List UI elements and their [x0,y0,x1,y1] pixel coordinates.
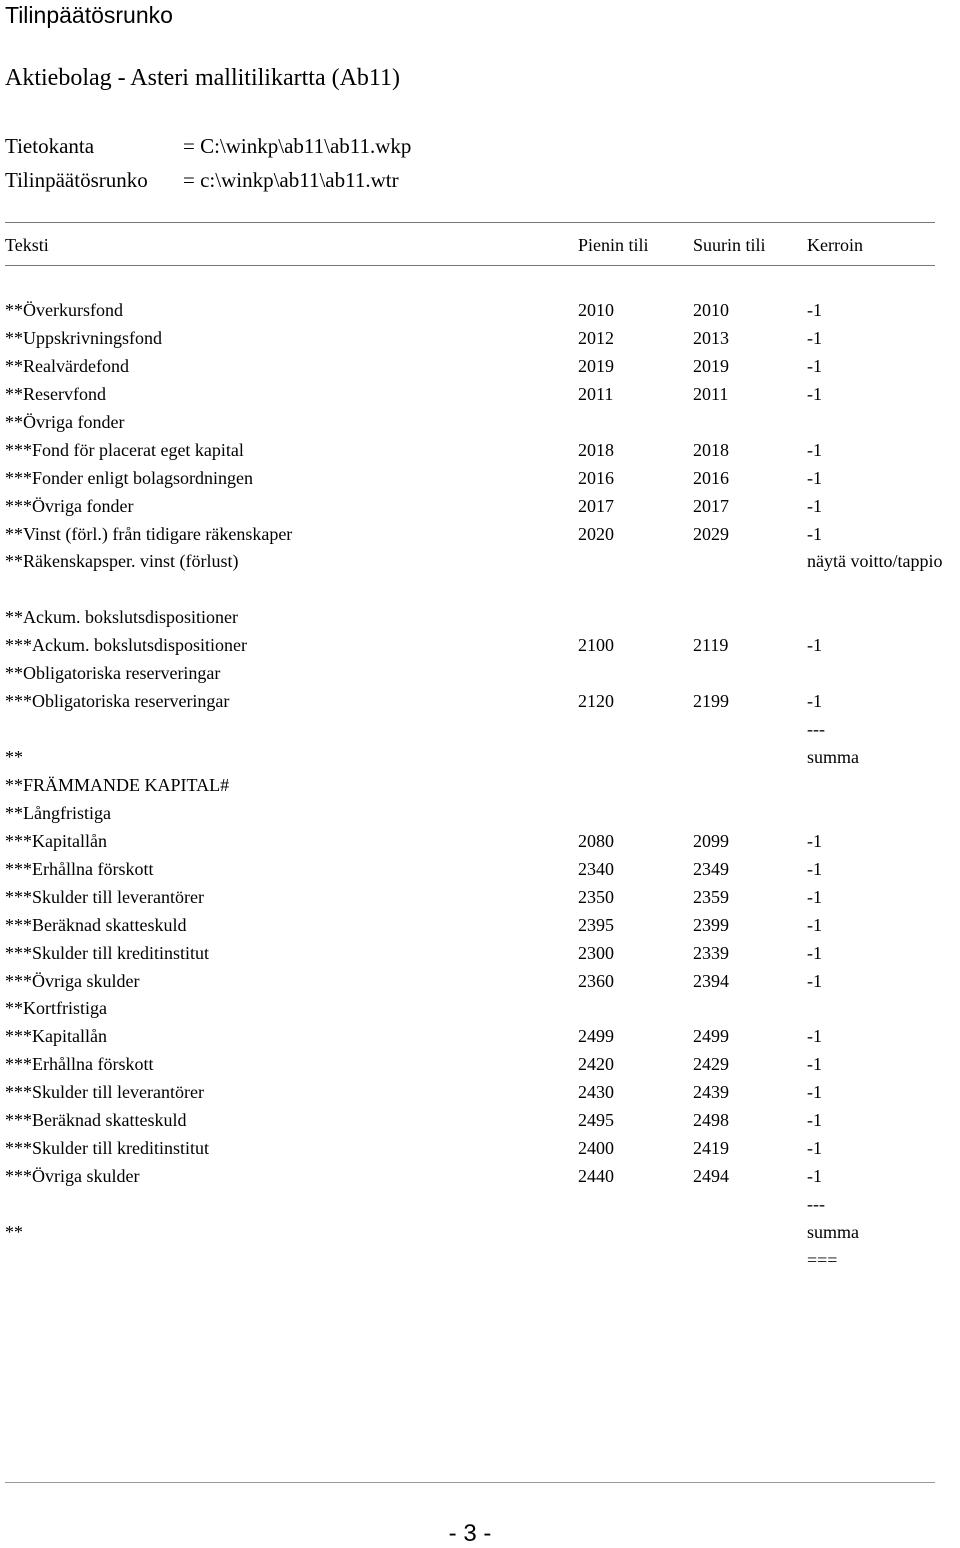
table-row [0,297,960,325]
row-coefficient: -1 [807,970,822,991]
row-max-account: 2013 [693,327,729,348]
row-max-account: 2010 [693,300,729,320]
row-text: ***Obligatoriska reserveringar [5,691,230,712]
header-top-rule [5,222,935,223]
row-coefficient: -1 [807,355,822,376]
row-max-account: 2399 [693,914,729,935]
row-coefficient: -1 [807,914,822,935]
row-coefficient: -1 [807,467,822,488]
table-row [0,968,960,996]
row-max-account: 2019 [693,355,729,376]
row-min-account: 2016 [578,467,614,488]
row-min-account: 2011 [578,383,614,404]
row-min-account: 2010 [578,300,614,320]
row-coefficient: -1 [807,439,822,460]
row-text: ***Beräknad skatteskuld [5,914,187,935]
table-row [0,995,960,1023]
row-min-account: 2120 [578,691,614,712]
table-row [0,744,960,772]
row-text: ***Kapitallån [5,830,107,851]
row-coefficient: -1 [807,1110,822,1131]
row-max-account: 2359 [693,886,729,907]
table-row [0,660,960,688]
row-min-account: 2420 [578,1054,614,1075]
row-text: **Obligatoriska reserveringar [5,663,221,684]
meta-label: Tietokanta [5,134,95,158]
row-text: ***Skulder till kreditinstitut [5,1138,209,1159]
table-row [0,688,960,716]
meta-value: = C:\winkp\ab11\ab11.wkp [183,134,412,158]
row-text: **Räkenskapsper. vinst (förlust) [5,551,239,572]
table-row [0,828,960,856]
row-coefficient: summa [807,1221,859,1242]
row-text: ***Beräknad skatteskuld [5,1110,187,1131]
row-coefficient: --- [807,719,825,740]
table-row [0,856,960,884]
row-max-account: 2419 [693,1138,729,1159]
table-row [0,353,960,381]
row-max-account: 2498 [693,1110,729,1131]
table-row [0,576,960,604]
row-max-account: 2011 [693,383,729,404]
row-text: **Långfristiga [5,802,111,823]
table-row [0,1247,960,1275]
row-text: ***Övriga skulder [5,1166,140,1187]
row-max-account: 2339 [693,942,729,963]
row-max-account: 2018 [693,439,729,460]
row-min-account: 2495 [578,1110,614,1131]
row-coefficient: -1 [807,858,822,879]
row-text: ***Övriga skulder [5,970,140,991]
row-coefficient: -1 [807,327,822,348]
row-text: ***Skulder till kreditinstitut [5,942,209,963]
table-row [0,409,960,437]
row-min-account: 2019 [578,355,614,376]
table-row [0,772,960,800]
row-coefficient: -1 [807,691,822,712]
row-min-account: 2012 [578,327,614,348]
row-coefficient: -1 [807,300,822,320]
column-header-text: Teksti [5,235,49,255]
table-row [0,1107,960,1135]
row-max-account: 2494 [693,1166,729,1187]
row-min-account: 2100 [578,635,614,656]
row-text: **Uppskrivningsfond [5,327,162,348]
row-max-account: 2394 [693,970,729,991]
page-number: - 3 - [448,1520,492,1547]
row-text: ***Kapitallån [5,1026,107,1047]
table-row [0,940,960,968]
row-coefficient: -1 [807,523,822,544]
table-row [0,1079,960,1107]
row-coefficient: -1 [807,1166,822,1187]
row-coefficient: -1 [807,1054,822,1075]
table-row [0,604,960,632]
row-coefficient: -1 [807,495,822,516]
row-text: **Vinst (förl.) från tidigare räkenskaper [5,523,293,544]
row-coefficient: -1 [807,886,822,907]
row-text: **Övriga fonder [5,411,125,432]
row-min-account: 2080 [578,830,614,851]
table-row [0,325,960,353]
table-row [0,632,960,660]
column-header-min-account: Pienin tili [578,235,649,255]
row-max-account: 2099 [693,830,729,851]
row-max-account: 2016 [693,467,729,488]
row-coefficient: -1 [807,383,822,404]
row-text: ***Fonder enligt bolagsordningen [5,467,253,488]
row-coefficient: -1 [807,1138,822,1159]
column-header-coefficient: Kerroin [807,235,863,255]
row-text: ***Erhållna förskott [5,1054,154,1075]
row-min-account: 2400 [578,1138,614,1159]
table-row [0,465,960,493]
row-coefficient: === [807,1249,838,1270]
row-min-account: 2020 [578,523,614,544]
table-row [0,521,960,549]
row-text: **Reservfond [5,383,106,404]
row-text: ***Skulder till leverantörer [5,886,204,907]
row-min-account: 2499 [578,1026,614,1047]
row-min-account: 2360 [578,970,614,991]
row-text: ***Skulder till leverantörer [5,1082,204,1103]
framework-table [0,297,960,1275]
document-subtitle: Aktiebolag - Asteri mallitilikartta (Ab11) [5,65,401,91]
table-row [0,1051,960,1079]
row-text: ** [5,1221,23,1242]
row-max-account: 2429 [693,1054,729,1075]
footer-rule [5,1482,935,1483]
table-row [0,1191,960,1219]
row-coefficient: -1 [807,1082,822,1103]
row-text: ***Erhållna förskott [5,858,154,879]
row-min-account: 2440 [578,1166,614,1187]
row-min-account: 2340 [578,858,614,879]
column-header-max-account: Suurin tili [693,235,766,255]
document-title: Tilinpäätösrunko [5,2,173,28]
table-row [0,800,960,828]
row-text: **Realvärdefond [5,355,129,376]
table-row [0,493,960,521]
row-min-account: 2018 [578,439,614,460]
row-max-account: 2499 [693,1026,729,1047]
table-row [0,884,960,912]
row-text: **FRÄMMANDE KAPITAL# [5,774,230,795]
row-text: ***Övriga fonder [5,495,134,516]
row-coefficient: -1 [807,942,822,963]
row-text: **Överkursfond [5,300,123,320]
row-min-account: 2300 [578,942,614,963]
row-max-account: 2119 [693,635,729,656]
table-row [0,716,960,744]
table-row [0,912,960,940]
row-coefficient: -1 [807,1026,822,1047]
table-row [0,437,960,465]
row-coefficient: näytä voitto/tappio [807,551,943,572]
row-max-account: 2199 [693,691,729,712]
row-text: ***Fond för placerat eget kapital [5,439,244,460]
table-row [0,381,960,409]
row-text: **Kortfristiga [5,998,107,1019]
row-max-account: 2017 [693,495,729,516]
row-text: ***Ackum. bokslutsdispositioner [5,635,247,656]
row-min-account: 2350 [578,886,614,907]
table-row [0,1219,960,1247]
table-row [0,1135,960,1163]
table-row [0,548,960,576]
meta-value: = c:\winkp\ab11\ab11.wtr [183,168,399,192]
table-row [0,1023,960,1051]
row-coefficient: -1 [807,635,822,656]
row-text: ** [5,747,23,767]
row-text: **Ackum. bokslutsdispositioner [5,607,238,628]
row-max-account: 2349 [693,858,729,879]
row-min-account: 2395 [578,914,614,935]
table-row [0,1163,960,1191]
row-max-account: 2439 [693,1082,729,1103]
row-min-account: 2017 [578,495,614,516]
header-bottom-rule [5,265,935,266]
row-coefficient: summa [807,747,859,767]
row-coefficient: -1 [807,830,822,851]
row-coefficient: --- [807,1194,825,1214]
row-min-account: 2430 [578,1082,614,1103]
meta-label: Tilinpäätösrunko [5,168,148,192]
row-max-account: 2029 [693,523,729,544]
